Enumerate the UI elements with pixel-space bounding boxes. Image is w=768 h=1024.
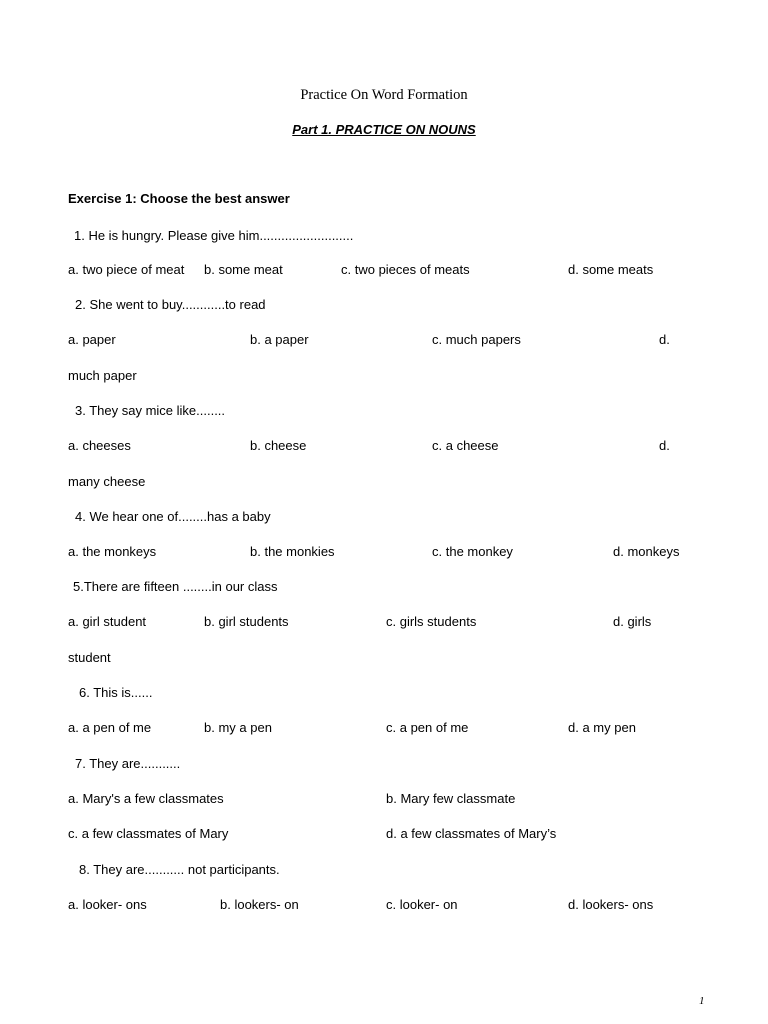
answer-option: d. girls xyxy=(613,614,652,629)
answer-option: b. Mary few classmate xyxy=(386,791,516,806)
answer-option: a. the monkeys xyxy=(68,544,157,559)
document-title: Practice On Word Formation xyxy=(300,87,468,103)
answer-option-continuation: many cheese xyxy=(68,474,146,489)
page-number: 1 xyxy=(699,995,705,1007)
answer-option: c. looker- on xyxy=(386,897,458,912)
answer-option: b. a paper xyxy=(250,332,309,347)
answer-option: a. a pen of me xyxy=(68,720,152,735)
answer-option: c. a cheese xyxy=(432,438,499,453)
exercise-heading: Exercise 1: Choose the best answer xyxy=(68,191,290,206)
part-heading: Part 1. PRACTICE ON NOUNS xyxy=(292,122,476,137)
answer-option: c. girls students xyxy=(386,614,477,629)
question-stem: 6. This is...... xyxy=(79,685,153,700)
answer-option: c. a few classmates of Mary xyxy=(68,826,229,841)
answer-option: a. cheeses xyxy=(68,438,131,453)
answer-option: c. much papers xyxy=(432,332,521,347)
answer-option: d. some meats xyxy=(568,262,654,277)
answer-option: d. xyxy=(659,332,670,347)
question-stem: 3. They say mice like........ xyxy=(75,403,226,418)
answer-option: b. girl students xyxy=(204,614,289,629)
answer-option: b. my a pen xyxy=(204,720,272,735)
answer-option: b. some meat xyxy=(204,262,283,277)
answer-option-continuation: student xyxy=(68,650,111,665)
answer-option: b. cheese xyxy=(250,438,307,453)
answer-option: d. xyxy=(659,438,670,453)
answer-option: a. Mary's a few classmates xyxy=(68,791,224,806)
answer-option: b. lookers- on xyxy=(220,897,299,912)
answer-option: c. the monkey xyxy=(432,544,513,559)
question-stem: 1. He is hungry. Please give him.......................... xyxy=(74,228,354,243)
answer-option: d. monkeys xyxy=(613,544,680,559)
answer-option: c. a pen of me xyxy=(386,720,469,735)
question-stem: 8. They are........... not participants. xyxy=(79,862,280,877)
answer-option: d. a my pen xyxy=(568,720,636,735)
answer-option: b. the monkies xyxy=(250,544,335,559)
answer-option: c. two pieces of meats xyxy=(341,262,470,277)
answer-option: a. looker- ons xyxy=(68,897,147,912)
question-stem: 2. She went to buy............to read xyxy=(75,297,266,312)
answer-option: a. paper xyxy=(68,332,116,347)
question-stem: 7. They are........... xyxy=(75,756,181,771)
question-stem: 5.There are fifteen ........in our class xyxy=(73,579,278,594)
answer-option-continuation: much paper xyxy=(68,368,137,383)
question-stem: 4. We hear one of........has a baby xyxy=(75,509,271,524)
answer-option: a. two piece of meat xyxy=(68,262,185,277)
answer-option: d. a few classmates of Mary’s xyxy=(386,826,557,841)
answer-option: a. girl student xyxy=(68,614,147,629)
answer-option: d. lookers- ons xyxy=(568,897,654,912)
